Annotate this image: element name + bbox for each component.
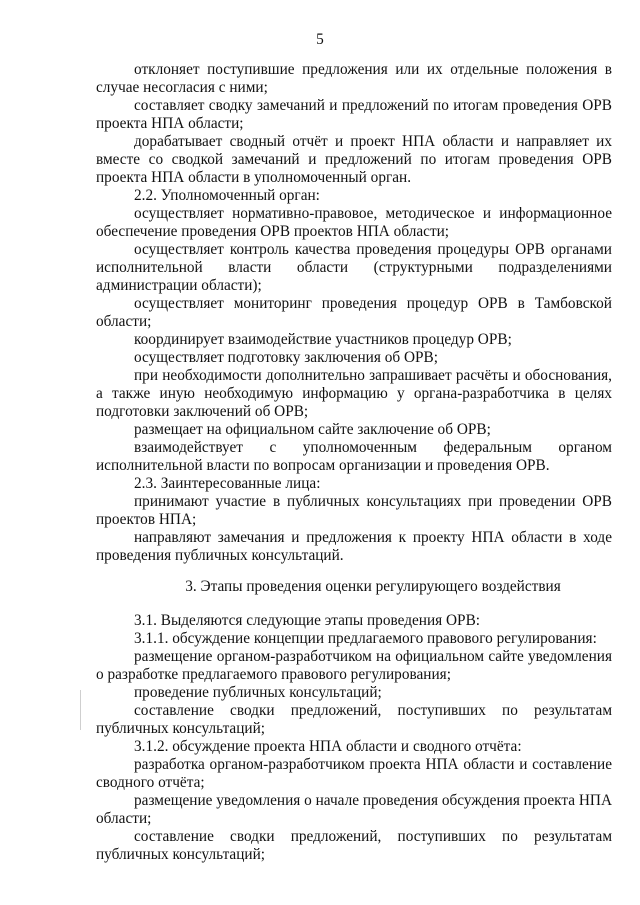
page-number: 5 [316,31,324,48]
paragraph: 3.1. Выделяются следующие этапы проведения ОРВ: [134,612,481,629]
paragraph: взаимодействует с уполномоченным федеральным органом исполнительной власти по вопросам организации и проведения ОРВ. [96,439,612,474]
paragraph: составляет сводку замечаний и предложений по итогам проведения ОРВ проекта НПА области; [96,97,612,132]
scan-artifact [80,690,81,730]
paragraph: 3.1.2. обсуждение проекта НПА области и сводного отчёта: [134,738,522,755]
subsection-title: 2.2. Уполномоченный орган: [134,187,320,204]
paragraph: размещение органом-разработчиком на официальном сайте уведомления о разработке предлагаемого правового регулирования; [96,648,612,683]
paragraph: осуществляет нормативно-правовое, методическое и информационное обеспечение проведения ОРВ проектов НПА области; [96,205,612,240]
paragraph: направляют замечания и предложения к проекту НПА области в ходе проведения публичных консультаций. [96,529,612,564]
paragraph: составление сводки предложений, поступивших по результатам публичных консультаций; [96,702,612,737]
paragraph: размещение уведомления о начале проведения обсуждения проекта НПА области; [96,792,612,827]
paragraph: разработка органом-разработчиком проекта НПА области и составление сводного отчёта; [96,756,612,791]
section-heading: 3. Этапы проведения оценки регулирующего воздействия [185,578,561,595]
paragraph: 3.1.1. обсуждение концепции предлагаемого правового регулирования: [134,630,597,647]
subsection-title: 2.3. Заинтересованные лица: [134,475,321,492]
paragraph: осуществляет контроль качества проведения процедуры ОРВ органами исполнительной власти области (структурными подразделениями администрации области); [96,241,612,294]
paragraph: составление сводки предложений, поступивших по результатам публичных консультаций; [96,828,612,863]
paragraph: координирует взаимодействие участников процедур ОРВ; [134,331,512,348]
paragraph: отклоняет поступившие предложения или их отдельные положения в случае несогласия с ними; [96,61,612,96]
paragraph: размещает на официальном сайте заключение об ОРВ; [134,421,491,438]
paragraph: при необходимости дополнительно запрашивает расчёты и обоснования, а также иную необходимую информацию у органа-разработчика в целях подготовки заключений об ОРВ; [96,367,612,420]
paragraph: принимают участие в публичных консультациях при проведении ОРВ проектов НПА; [96,493,612,528]
document-body-bottom [96,612,612,864]
paragraph: осуществляет подготовку заключения об ОРВ; [134,349,438,366]
paragraph: проведение публичных консультаций; [134,684,382,701]
paragraph: дорабатывает сводный отчёт и проект НПА области и направляет их вместе со сводкой замечаний и предложений по итогам проведения ОРВ проекта НПА области в уполномоченный орган. [96,133,612,186]
document-body-top [96,61,612,565]
paragraph: осуществляет мониторинг проведения процедур ОРВ в Тамбовской области; [96,295,612,330]
